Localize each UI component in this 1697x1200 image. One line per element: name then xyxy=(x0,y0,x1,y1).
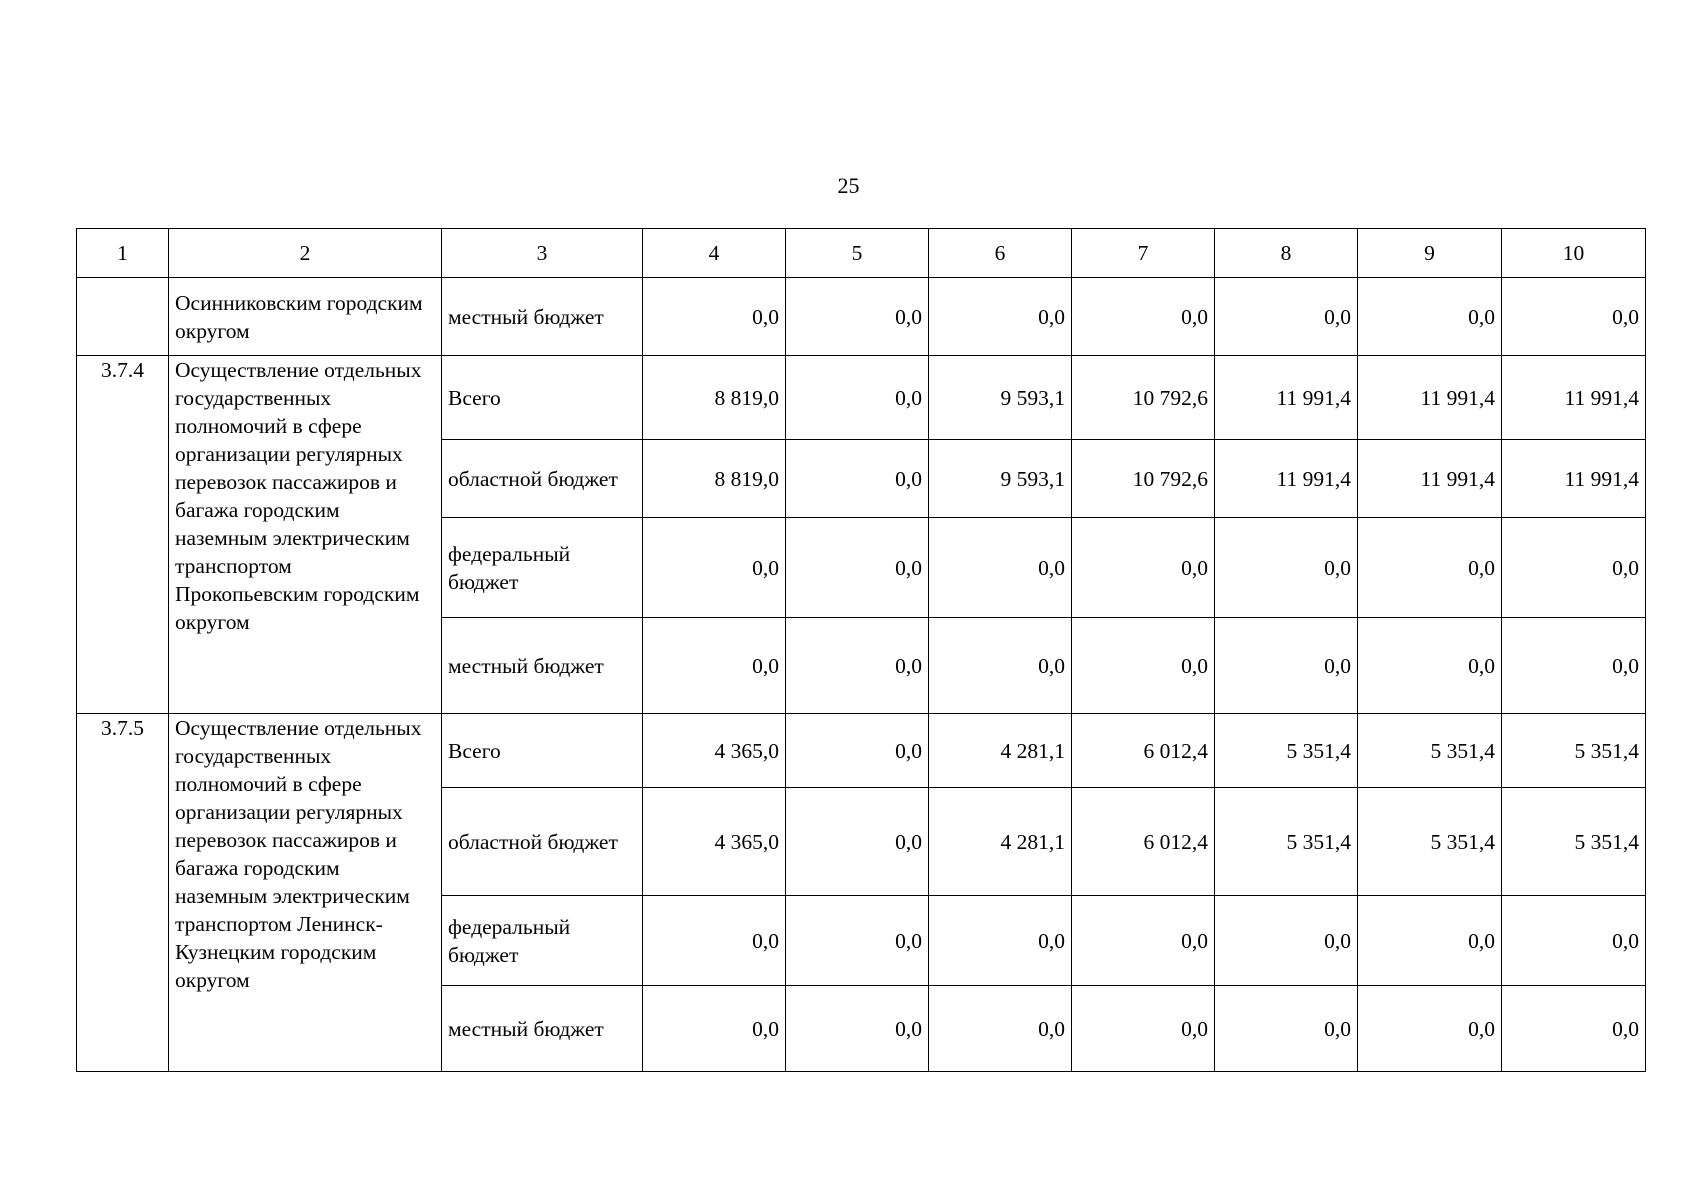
table-row xyxy=(77,356,1646,440)
value-cell: 11 991,4 xyxy=(1502,356,1646,440)
value-cell: 5 351,4 xyxy=(1358,714,1502,788)
value-cell: 0,0 xyxy=(1215,278,1358,356)
value-cell: 0,0 xyxy=(1502,986,1646,1072)
value-cell: 4 281,1 xyxy=(929,788,1072,896)
value-cell: 0,0 xyxy=(643,618,786,714)
value-cell: 11 991,4 xyxy=(1358,440,1502,518)
column-header-3: 3 xyxy=(442,229,643,278)
table-row xyxy=(77,278,1646,356)
funding-source-cell: местный бюджет xyxy=(442,986,643,1072)
table-row xyxy=(77,714,1646,788)
value-cell: 6 012,4 xyxy=(1072,714,1215,788)
value-cell: 0,0 xyxy=(786,278,929,356)
value-cell: 0,0 xyxy=(929,618,1072,714)
funding-source-cell: местный бюджет xyxy=(442,278,643,356)
funding-source-cell: Всего xyxy=(442,714,643,788)
value-cell: 9 593,1 xyxy=(929,440,1072,518)
funding-source-cell: местный бюджет xyxy=(442,618,643,714)
value-cell: 0,0 xyxy=(786,440,929,518)
value-cell: 0,0 xyxy=(929,986,1072,1072)
value-cell: 0,0 xyxy=(786,714,929,788)
funding-source-cell: федеральный бюджет xyxy=(442,518,643,618)
value-cell: 0,0 xyxy=(643,986,786,1072)
value-cell: 0,0 xyxy=(1358,278,1502,356)
value-cell: 4 281,1 xyxy=(929,714,1072,788)
table-body xyxy=(77,278,1646,1072)
column-header-8: 8 xyxy=(1215,229,1358,278)
value-cell: 6 012,4 xyxy=(1072,788,1215,896)
value-cell: 0,0 xyxy=(643,518,786,618)
value-cell: 0,0 xyxy=(786,986,929,1072)
value-cell: 5 351,4 xyxy=(1502,788,1646,896)
value-cell: 5 351,4 xyxy=(1215,788,1358,896)
value-cell: 11 991,4 xyxy=(1358,356,1502,440)
value-cell: 8 819,0 xyxy=(643,440,786,518)
value-cell: 4 365,0 xyxy=(643,788,786,896)
value-cell: 5 351,4 xyxy=(1215,714,1358,788)
value-cell: 0,0 xyxy=(1502,618,1646,714)
value-cell: 0,0 xyxy=(786,788,929,896)
value-cell: 9 593,1 xyxy=(929,356,1072,440)
value-cell: 5 351,4 xyxy=(1358,788,1502,896)
value-cell: 0,0 xyxy=(929,278,1072,356)
value-cell: 0,0 xyxy=(786,618,929,714)
table-header xyxy=(77,229,1646,278)
value-cell: 0,0 xyxy=(643,278,786,356)
value-cell: 11 991,4 xyxy=(1215,440,1358,518)
value-cell: 0,0 xyxy=(1072,896,1215,986)
measure-name-cell: Осуществление отдельных государственных полномочий в сфере организации регулярных перевозок пассажиров и багажа городским наземным электрическим транспортом Прокопьевским городским округом xyxy=(169,356,442,714)
value-cell: 0,0 xyxy=(1215,618,1358,714)
measure-name-cell: Осинниковским городским округом xyxy=(169,278,442,356)
row-number-cell xyxy=(77,278,169,356)
value-cell: 11 991,4 xyxy=(1502,440,1646,518)
column-header-9: 9 xyxy=(1358,229,1502,278)
column-header-1: 1 xyxy=(77,229,169,278)
funding-source-cell: областной бюджет xyxy=(442,440,643,518)
column-header-10: 10 xyxy=(1502,229,1646,278)
value-cell: 0,0 xyxy=(786,896,929,986)
value-cell: 0,0 xyxy=(1502,518,1646,618)
value-cell: 0,0 xyxy=(929,518,1072,618)
value-cell: 0,0 xyxy=(1072,986,1215,1072)
funding-source-cell: Всего xyxy=(442,356,643,440)
value-cell: 0,0 xyxy=(1215,518,1358,618)
row-number-cell: 3.7.5 xyxy=(77,714,169,1072)
value-cell: 0,0 xyxy=(1358,518,1502,618)
value-cell: 0,0 xyxy=(1358,986,1502,1072)
value-cell: 5 351,4 xyxy=(1502,714,1646,788)
funding-source-cell: областной бюджет xyxy=(442,788,643,896)
measure-name-cell: Осуществление отдельных государственных полномочий в сфере организации регулярных перевозок пассажиров и багажа городским наземным электрическим транспортом Ленинск-Кузнецким городским округом xyxy=(169,714,442,1072)
column-header-7: 7 xyxy=(1072,229,1215,278)
column-header-5: 5 xyxy=(786,229,929,278)
value-cell: 0,0 xyxy=(1215,896,1358,986)
value-cell: 0,0 xyxy=(1502,896,1646,986)
value-cell: 0,0 xyxy=(643,896,786,986)
value-cell: 0,0 xyxy=(929,896,1072,986)
value-cell: 4 365,0 xyxy=(643,714,786,788)
header-row xyxy=(77,229,1646,278)
value-cell: 0,0 xyxy=(786,518,929,618)
value-cell: 10 792,6 xyxy=(1072,356,1215,440)
column-header-4: 4 xyxy=(643,229,786,278)
column-header-2: 2 xyxy=(169,229,442,278)
column-header-6: 6 xyxy=(929,229,1072,278)
value-cell: 0,0 xyxy=(1358,618,1502,714)
value-cell: 0,0 xyxy=(1358,896,1502,986)
value-cell: 0,0 xyxy=(1215,986,1358,1072)
value-cell: 0,0 xyxy=(786,356,929,440)
value-cell: 10 792,6 xyxy=(1072,440,1215,518)
page-number: 25 xyxy=(837,173,860,198)
value-cell: 11 991,4 xyxy=(1215,356,1358,440)
budget-table xyxy=(76,228,1646,1072)
value-cell: 0,0 xyxy=(1502,278,1646,356)
row-number-cell: 3.7.4 xyxy=(77,356,169,714)
value-cell: 0,0 xyxy=(1072,618,1215,714)
value-cell: 0,0 xyxy=(1072,278,1215,356)
value-cell: 8 819,0 xyxy=(643,356,786,440)
funding-source-cell: федеральный бюджет xyxy=(442,896,643,986)
value-cell: 0,0 xyxy=(1072,518,1215,618)
